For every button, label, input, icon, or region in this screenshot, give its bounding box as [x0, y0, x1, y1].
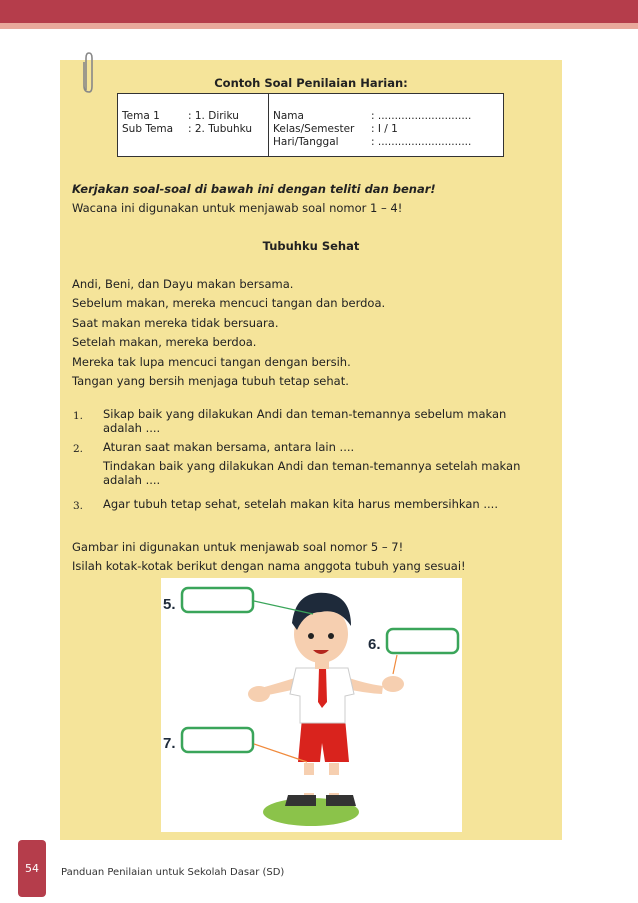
tema-value: : 1. Diriku — [188, 110, 239, 122]
figure-label-6: 6. — [368, 636, 381, 653]
footer-title: Panduan Penilaian untuk Sekolah Dasar (SD) — [61, 867, 285, 878]
question-text: Sikap baik yang dilakukan Andi dan teman-temannya sebelum makan adalah .... — [103, 407, 507, 435]
boy-illustration — [161, 578, 462, 832]
question-number: 1. — [73, 410, 84, 422]
story-line: Mereka tak lupa mencuci tangan dengan bersih. — [72, 355, 351, 369]
story-line: Andi, Beni, dan Dayu makan bersama. — [72, 277, 294, 291]
subtema-label: Sub Tema — [122, 123, 174, 135]
question-text: Aturan saat makan bersama, antara lain .... — [103, 440, 355, 454]
hari-label: Hari/Tanggal — [273, 136, 339, 148]
picture-note: Gambar ini digunakan untuk menjawab soal nomor 5 – 7! — [72, 540, 404, 554]
identity-box — [117, 93, 504, 157]
kelas-value: : I / 1 — [371, 123, 398, 135]
reading-note: Wacana ini digunakan untuk menjawab soal nomor 1 – 4! — [72, 201, 403, 215]
subtema-value: : 2. Tubuhku — [188, 123, 253, 135]
kelas-label: Kelas/Semester — [273, 123, 355, 135]
hari-value: : ............................ — [371, 136, 472, 148]
story-line: Sebelum makan, mereka mencuci tangan dan berdoa. — [72, 296, 386, 310]
nama-label: Nama — [273, 110, 304, 122]
top-banner — [0, 0, 638, 23]
question-text: Tindakan baik yang dilakukan Andi dan teman-temannya setelah makan adalah .... — [103, 459, 521, 487]
picture-instruction: Isilah kotak-kotak berikut dengan nama anggota tubuh yang sesuai! — [72, 559, 466, 573]
story-line: Saat makan mereka tidak bersuara. — [72, 316, 279, 330]
story-line: Tangan yang bersih menjaga tubuh tetap sehat. — [72, 374, 349, 388]
identity-divider — [268, 94, 269, 156]
figure-label-5: 5. — [163, 596, 176, 613]
tema-label: Tema 1 — [122, 110, 160, 122]
worksheet-title: Contoh Soal Penilaian Harian: — [214, 76, 408, 90]
body-figure — [161, 578, 462, 832]
instruction: Kerjakan soal-soal di bawah ini dengan teliti dan benar! — [72, 182, 436, 196]
question-number: 3. — [73, 500, 84, 512]
top-stripe — [0, 23, 638, 29]
story-title: Tubuhku Sehat — [262, 239, 360, 253]
page-number: 54 — [18, 840, 46, 897]
figure-label-7: 7. — [163, 735, 176, 752]
question-text: Agar tubuh tetap sehat, setelah makan kita harus membersihkan .... — [103, 497, 498, 511]
nama-value: : ............................ — [371, 110, 472, 122]
story-line: Setelah makan, mereka berdoa. — [72, 335, 257, 349]
question-number: 2. — [73, 443, 84, 455]
